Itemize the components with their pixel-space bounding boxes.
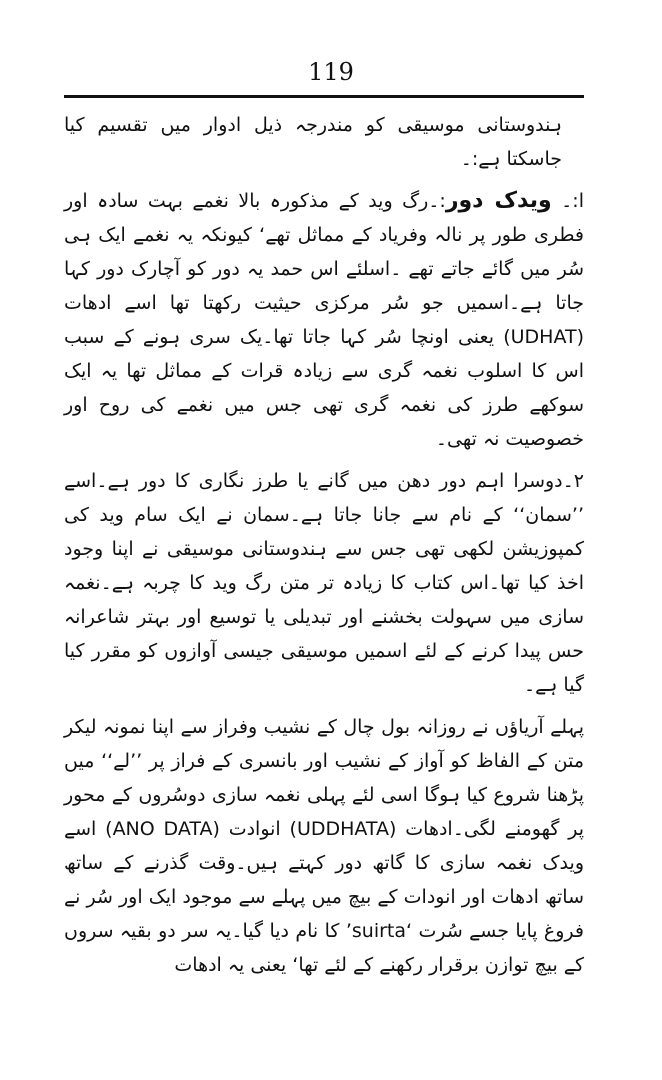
- intro-line: ہندوستانی موسیقی کو مندرجہ ذیل ادوار میں تقسیم کیا جاسکتا ہے:۔: [64, 114, 562, 170]
- section-heading: ویدک دور: [445, 188, 552, 213]
- section-second-period: [64, 464, 584, 702]
- section-number: ا:۔: [561, 190, 584, 212]
- page-number: 119: [308, 58, 354, 86]
- section-vedic-period: [64, 184, 584, 456]
- section-number: ۲۔: [562, 470, 584, 492]
- section-text: دوسرا اہم دور دھن میں گانے یا طرز نگاری کا دور ہے۔اسے ’’سمان‘‘ کے نام سے جانا جاتا ہے۔سمان نے ایک سام وید کی کمپوزیشن لکھی تھی جس سے ہندوستانی موسیقی نے اپنا وجود اخذ کیا تھا۔اس کتاب کا زیادہ تر متن رگ وید کا چربہ ہے۔نغمہ سازی میں سہولت بخشنے اور تبدیلی یا توسیع اور بہتر شاعرانہ حس پیدا کرنے کے لئے اسمیں موسیقی جیسی آوازوں کو مقرر کیا گیا ہے۔: [64, 470, 584, 696]
- header-rule: [64, 95, 584, 98]
- closing-paragraph: پہلے آریاؤں نے روزانہ بول چال کے نشیب وفراز سے اپنا نمونہ لیکر متن کے الفاظ کو آواز کے نشیب اور بانسری کے فراز پر ’’لے‘‘ میں پڑھنا شروع کیا ہوگا اسی لئے پہلی نغمہ سازی دوسُروں کے محور پر گھومنے لگی۔ادھات (UDDHATA) انوادت (ANO DATA) اسے ویدک نغمہ سازی کا گاتھ دور کہتے ہیں۔وقت گذرنے کے ساتھ ساتھ ادھات اور انودات کے بیچ میں پہلے سے موجود ایک اور سُر نے فروغ پایا جسے سُرت ‘suirta’ کا نام دیا گیا۔یہ سر دو بقیہ سروں کے بیچ توازن برقرار رکھنے کے لئے تھا‘ یعنی یہ ادھات: [64, 716, 584, 976]
- section-text: :۔رگ وید کے مذکورہ بالا نغمے بہت سادہ اور فطری طور پر نالہ وفریاد کے مماثل تھے‘ کیونکہ یہ نغمے ایک ہی سُر میں گائے جاتے تھے ۔اسلئے اس حمد یہ دور کو آچارک دور کہا جاتا ہے۔اسمیں جو سُر مرکزی حیثیت رکھتا تھا اسے ادھات (UDHAT) یعنی اونچا سُر کہا جاتا تھا۔یک سری ہونے کے سبب اس کا اسلوب نغمہ گری سے زیادہ قرات کے مماثل تھا یہ ایک سوکھے طرز کی نغمہ گری تھی جس میں نغمے کی روح اور خصوصیت نہ تھی۔: [64, 190, 584, 450]
- page-body: [64, 108, 584, 982]
